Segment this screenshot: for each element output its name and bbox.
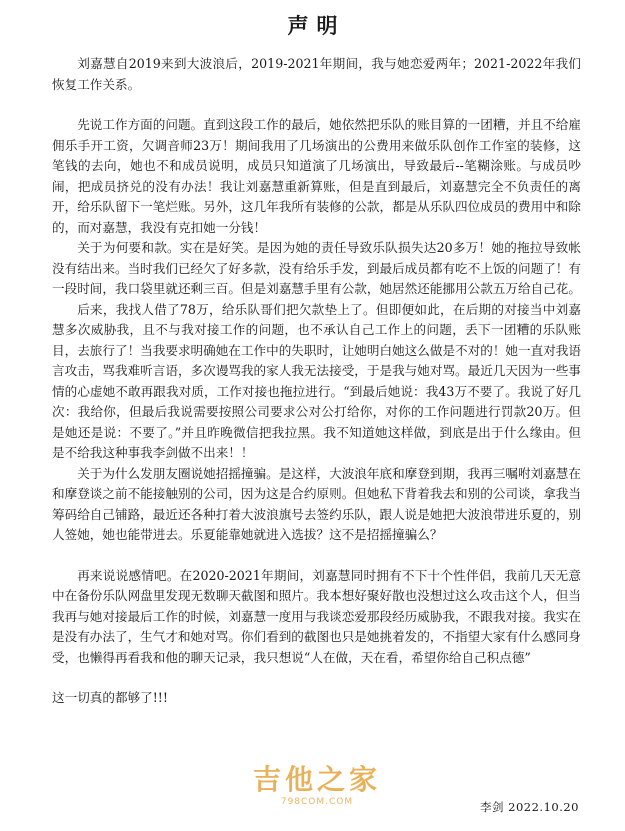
watermark-url: 798COM.COM (280, 797, 354, 807)
intro-paragraph: 刘嘉慧自2019来到大波浪后，2019-2021年期间，我与她恋爱两年；2021-2022年我们恢复工作关系。 (52, 56, 581, 92)
signature: 李剑 2022.10.20 (480, 800, 579, 814)
work-paragraph-4: 关于为什么发朋友圈说她招摇撞骗。是这样，大波浪年底和摩登到期，我再三嘱咐刘嘉慧在和摩登谈之前不能接触别的公司，因为这是合约原则。但她私下背着我去和别的公司谈，拿我当筹码给自己铺路，最近还各种打着大波浪旗号去签约乐队，跟人说是她把大波浪带进乐夏的，别人签她，她也能带进去。乐夏能靠她就进入选拔？这不是招摇撞骗么？ (52, 465, 581, 542)
relationship-paragraph: 再来说说感情吧。在2020-2021年期间，刘嘉慧同时拥有不下十个性伴侣，我前几天无意中在备份乐队网盘里发现无数聊天截图和照片。我本想好聚好散也没想过这么攻击这个人，但当我再与她对接最后工作的时候，刘嘉慧一度用与我谈恋爱那段经历威胁我，不跟我对接。我实在是没有办法了，生气才和她对骂。你们看到的截图也只是她挑着发的，不指望大家有什么感同身受，也懒得再看我和他的聊天记录，我只想说“人在做，天在看，希望你给自己积点德” (52, 567, 581, 665)
work-paragraph-2: 关于为何要和款。实在是好笑。是因为她的责任导致乐队损失达20多万！她的拖拉导致帐没有结出来。当时我们已经欠了好多款，没有给乐手发，到最后成员都有吃不上饭的问题了！有一段时间，我口袋里就还剩三百。但是刘嘉慧手里有公款，她居然还能挪用公款五万给自己花。 (52, 240, 581, 296)
work-paragraph-1: 先说工作方面的问题。直到这段工作的最后，她依然把乐队的账目算的一团糟，并且不给雇佣乐手开工资，欠调音师23万！期间我用了几场演出的公费用来做乐队创作工作室的装修，这笔钱的去向，她也不和成员说明，成员只知道演了几场演出，导致最后--笔糊涂账。与成员吵闹，把成员挤兑的没有办法！我让刘嘉慧重新算账，但是直到最后，刘嘉慧完全不负责任的离开，给乐队留下一笔烂账。另外，这几年我所有装修的公款，都是从乐队四位成员的费用中和除的，而对嘉慧，我没有克扣她一分钱！ (52, 117, 581, 235)
work-paragraph-3: 后来，我找人借了78万，给乐队哥们把欠款垫上了。但即便如此，在后期的对接当中刘嘉慧多次威胁我，且不与我对接工作的问题，也不承认自己工作上的问题，丢下一团糟的乐队账目，去旅行了！当我要求明确她在工作中的失职时，让她明白她这么做是不对的！她一直对我语言攻击，骂我难听言语，多次谩骂我的家人我无法接受，于是我与她对骂。最近几天因为一些事情的心虚她不敢再跟我对质，工作对接也拖拉进行。“到最后她说：我43万不要了。我说了好几次：我给你，但最后我说需要按照公司要求公对公打给你，对你的工作问题进行罚款20万。但是她还是说：不要了。”并且昨晚微信把我拉黑。我不知道她这样做，到底是出于什么缘由。但是不给我这种事我李剑做不出来！！ (52, 301, 581, 460)
spacer (52, 95, 581, 115)
closing-line: 这一切真的都够了!!! (52, 690, 168, 705)
spacer (52, 546, 581, 566)
spacer (52, 668, 581, 688)
document-title: 声明 (287, 13, 346, 38)
watermark-logo-text: 吉他之家 (252, 763, 381, 796)
